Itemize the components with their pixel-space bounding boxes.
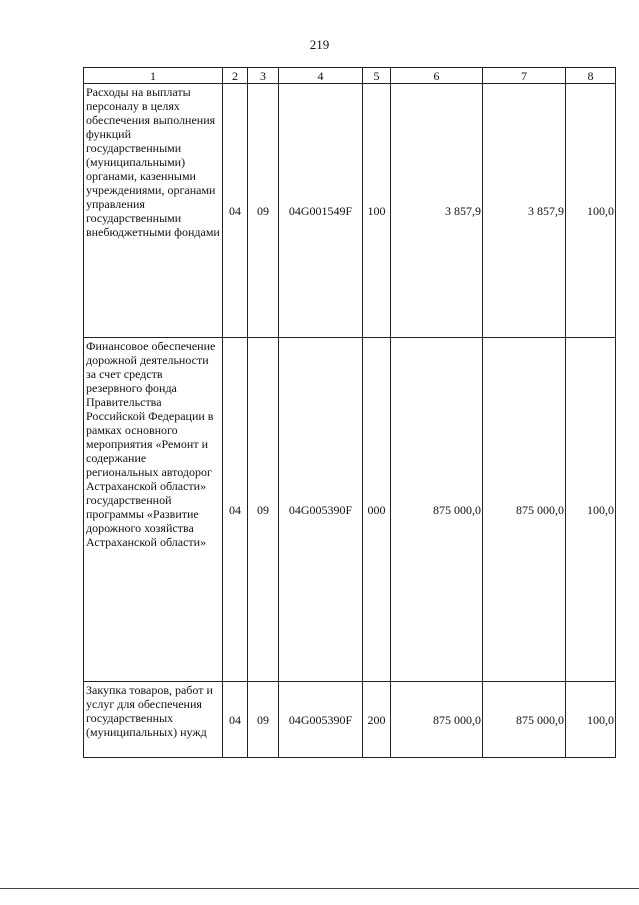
- amount-executed: 875 000,0: [483, 682, 566, 758]
- column-header: 4: [279, 68, 363, 84]
- table-row: [84, 338, 616, 682]
- table-row: [84, 84, 616, 338]
- column-header: 8: [566, 68, 616, 84]
- target-article-code: 04G001549F: [279, 84, 363, 338]
- target-article-code: 04G005390F: [279, 338, 363, 682]
- column-header: 6: [391, 68, 483, 84]
- table-header-row: [84, 68, 616, 84]
- column-header: 2: [223, 68, 248, 84]
- section-code: 04: [223, 682, 248, 758]
- amount-executed: 3 857,9: [483, 84, 566, 338]
- expense-type-code: 100: [363, 84, 391, 338]
- amount-planned: 875 000,0: [391, 338, 483, 682]
- amount-planned: 3 857,9: [391, 84, 483, 338]
- section-code: 04: [223, 84, 248, 338]
- subsection-code: 09: [248, 338, 279, 682]
- column-header: 7: [483, 68, 566, 84]
- execution-percent: 100,0: [566, 338, 616, 682]
- expense-type-code: 000: [363, 338, 391, 682]
- row-description: Расходы на выплаты персоналу в целях обеспечения выполнения функций государственными (муниципальными) органами, казенными учреждениями, органами управления государственными внебюджетными фондами: [84, 84, 223, 338]
- execution-percent: 100,0: [566, 682, 616, 758]
- target-article-code: 04G005390F: [279, 682, 363, 758]
- subsection-code: 09: [248, 84, 279, 338]
- table-row: [84, 682, 616, 758]
- budget-table: [83, 67, 616, 758]
- column-header: 5: [363, 68, 391, 84]
- page-number: 219: [309, 37, 330, 52]
- execution-percent: 100,0: [566, 84, 616, 338]
- section-code: 04: [223, 338, 248, 682]
- amount-planned: 875 000,0: [391, 682, 483, 758]
- column-header: 1: [84, 68, 223, 84]
- bottom-divider: [0, 888, 639, 889]
- subsection-code: 09: [248, 682, 279, 758]
- row-description: Закупка товаров, работ и услуг для обеспечения государственных (муниципальных) нужд: [84, 682, 223, 758]
- expense-type-code: 200: [363, 682, 391, 758]
- row-description: Финансовое обеспечение дорожной деятельности за счет средств резервного фонда Правительства Российской Федерации в рамках основного мероприятия «Ремонт и содержание региональных автодорог Астраханской области» государственной программы «Развитие дорожного хозяйства Астраханской области»: [84, 338, 223, 682]
- column-header: 3: [248, 68, 279, 84]
- amount-executed: 875 000,0: [483, 338, 566, 682]
